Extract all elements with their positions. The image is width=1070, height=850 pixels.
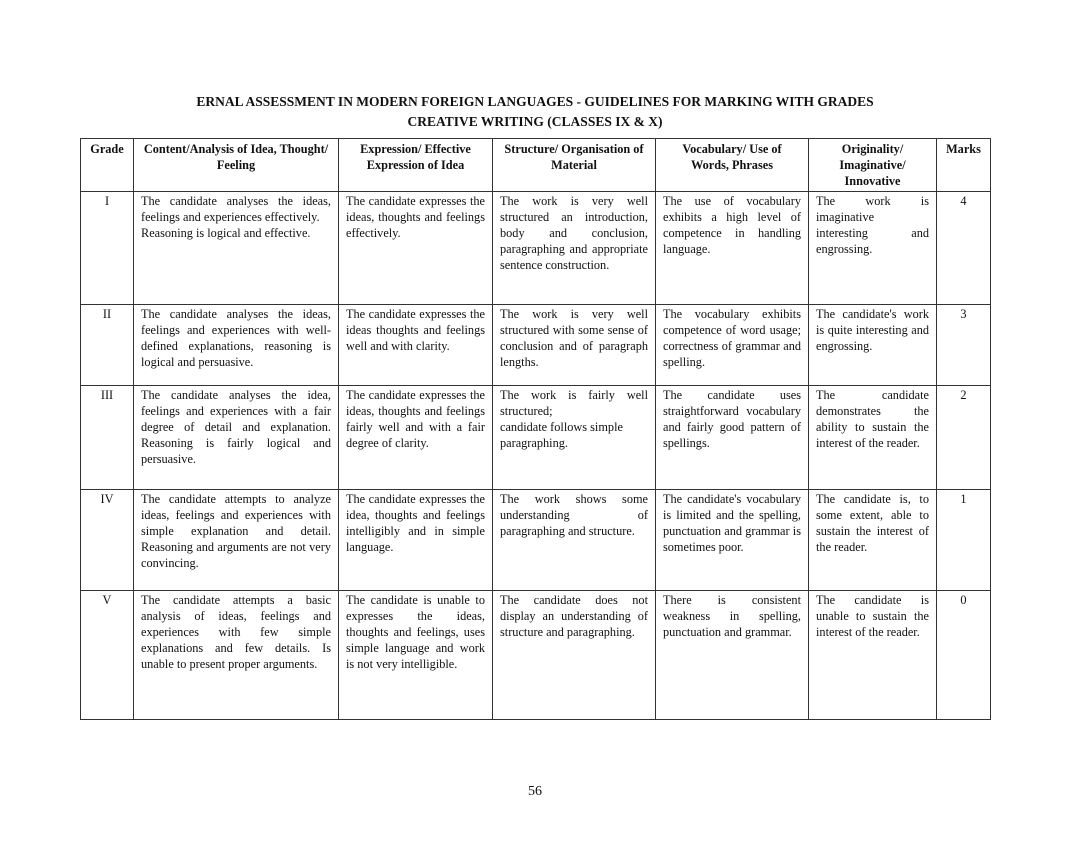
table-row (81, 490, 991, 591)
grade-cell: IV (81, 490, 134, 591)
header-marks: Marks (937, 139, 991, 192)
content-cell: The candidate analyses the idea, feelings and experiences with a fair degree of detail and explanation. Reasoning is fairly logical and persuasive. (134, 386, 339, 490)
expression-cell: The candidate expresses the ideas, thoughts and feelings fairly well and with a fair degree of clarity. (339, 386, 493, 490)
content-text: The candidate analyses the ideas, feelings and experiences effectively. (141, 194, 331, 224)
expression-cell: The candidate expresses the ideas thoughts and feelings well and with clarity. (339, 305, 493, 386)
table-row (81, 305, 991, 386)
structure-cell (493, 386, 656, 490)
expression-cell: The candidate expresses the ideas, thoughts and feelings effectively. (339, 192, 493, 305)
vocabulary-cell: The candidate's vocabulary is limited and the spelling, punctuation and grammar is sometimes poor. (656, 490, 809, 591)
originality-cell: The work is imaginative interesting and engrossing. (809, 192, 937, 305)
vocabulary-cell: The use of vocabulary exhibits a high level of competence in handling language. (656, 192, 809, 305)
header-vocabulary: Vocabulary/ Use of Words, Phrases (656, 139, 809, 192)
content-cell: The candidate analyses the ideas, feelings and experiences with well-defined explanations, reasoning is logical and persuasive. (134, 305, 339, 386)
originality-cell: The candidate is, to some extent, able to sustain the interest of the reader. (809, 490, 937, 591)
vocabulary-cell: The vocabulary exhibits competence of word usage; correctness of grammar and spelling. (656, 305, 809, 386)
header-originality: Originality/ Imaginative/ Innovative (809, 139, 937, 192)
table-row (81, 591, 991, 720)
structure-cell: The candidate does not display an understanding of structure and paragraphing. (493, 591, 656, 720)
content-cell: The candidate attempts a basic analysis of ideas, feelings and experiences with few simple explanations and few details. Is unable to present proper arguments. (134, 591, 339, 720)
page-number: 56 (528, 784, 542, 799)
structure-text: The work is fairly well structured; (500, 388, 648, 418)
expression-cell: The candidate is unable to expresses the ideas, thoughts and feelings, uses simple language and work is not very intelligible. (339, 591, 493, 720)
grade-cell: V (81, 591, 134, 720)
structure-text-extra: candidate follows simple paragraphing. (500, 420, 623, 450)
content-cell: The candidate attempts to analyze ideas, feelings and experiences with simple explanation and detail. Reasoning and arguments are not very convincing. (134, 490, 339, 591)
content-cell (134, 192, 339, 305)
content-text-extra: Reasoning is logical and effective. (141, 226, 311, 240)
page-title: ERNAL ASSESSMENT IN MODERN FOREIGN LANGUAGES - GUIDELINES FOR MARKING WITH GRADES (196, 94, 874, 109)
vocabulary-cell: There is consistent weakness in spelling, punctuation and grammar. (656, 591, 809, 720)
marks-cell: 2 (937, 386, 991, 490)
grade-cell: I (81, 192, 134, 305)
originality-cell: The candidate demonstrates the ability to sustain the interest of the reader. (809, 386, 937, 490)
originality-cell: The candidate is unable to sustain the interest of the reader. (809, 591, 937, 720)
header-grade: Grade (81, 139, 134, 192)
grade-cell: II (81, 305, 134, 386)
vocabulary-cell: The candidate uses straightforward vocabulary and fairly good pattern of spellings. (656, 386, 809, 490)
marks-cell: 4 (937, 192, 991, 305)
page-subtitle: CREATIVE WRITING (CLASSES IX & X) (407, 114, 663, 129)
header-content: Content/Analysis of Idea, Thought/ Feeling (134, 139, 339, 192)
originality-cell: The candidate's work is quite interesting and engrossing. (809, 305, 937, 386)
header-structure: Structure/ Organisation of Material (493, 139, 656, 192)
structure-cell: The work shows some understanding of paragraphing and structure. (493, 490, 656, 591)
header-expression: Expression/ Effective Expression of Idea (339, 139, 493, 192)
marks-cell: 1 (937, 490, 991, 591)
table-header-row (81, 139, 991, 192)
structure-cell: The work is very well structured with some sense of conclusion and of paragraph lengths. (493, 305, 656, 386)
grade-cell: III (81, 386, 134, 490)
table-row (81, 386, 991, 490)
structure-cell: The work is very well structured an introduction, body and conclusion, paragraphing and appropriate sentence construction. (493, 192, 656, 305)
marks-cell: 3 (937, 305, 991, 386)
table-row (81, 192, 991, 305)
marks-cell: 0 (937, 591, 991, 720)
expression-cell: The candidate expresses the idea, thoughts and feelings intelligibly and in simple language. (339, 490, 493, 591)
marking-grades-table (80, 138, 991, 720)
